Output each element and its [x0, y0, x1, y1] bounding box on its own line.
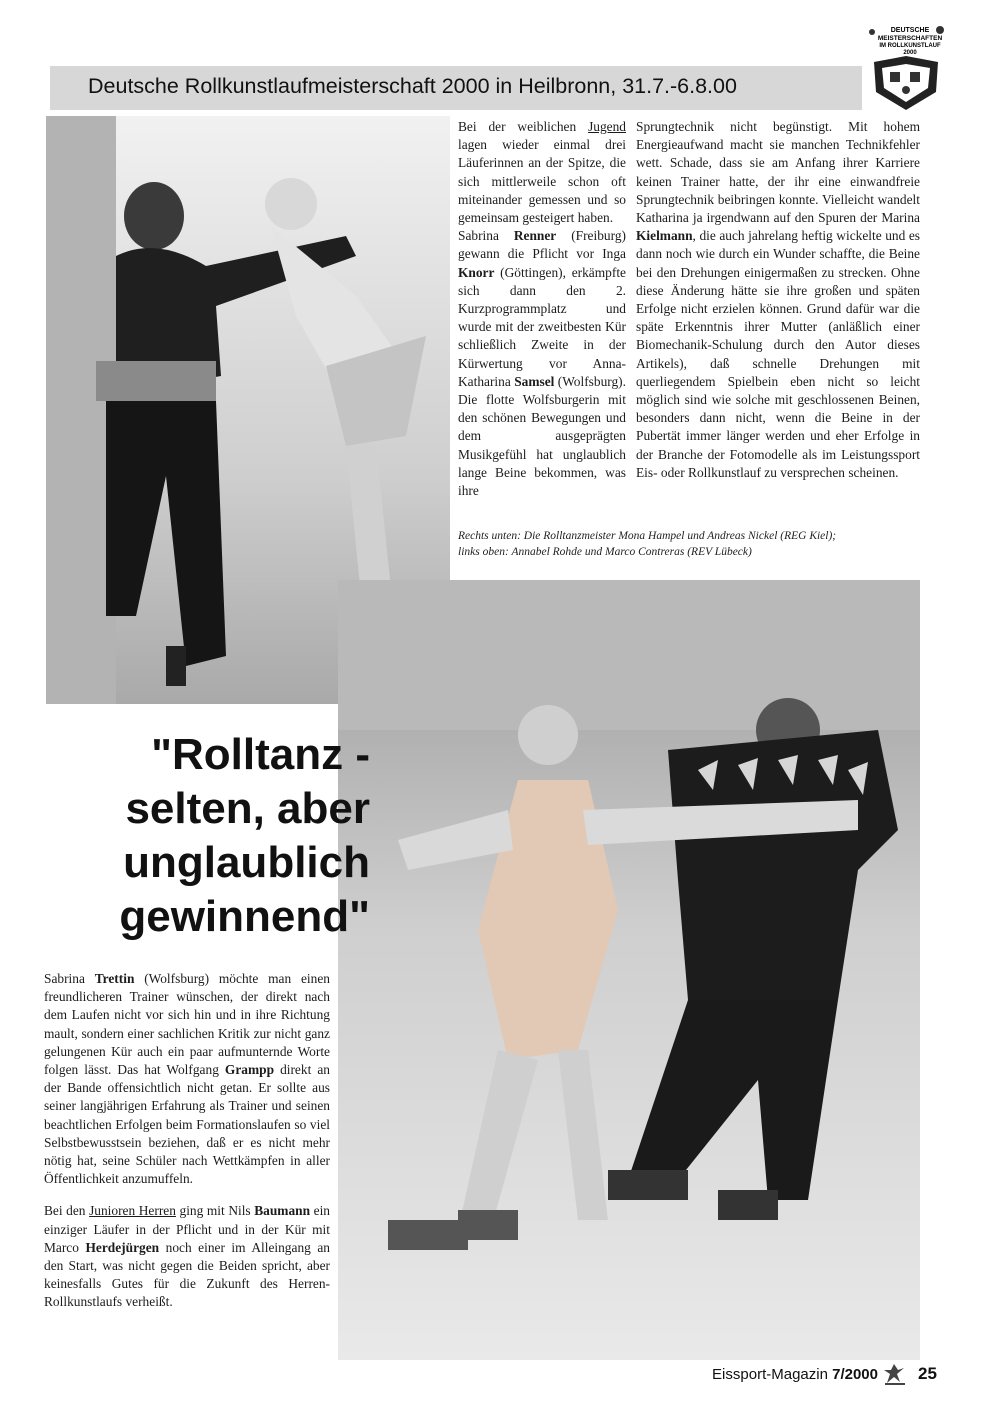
- article-column-left: [44, 970, 330, 1312]
- logo-line-2: MEISTERSCHAFTEN: [877, 35, 943, 42]
- text-segment: ging mit Nils: [179, 1203, 251, 1219]
- name-herdejuergen: Herdejürgen: [85, 1239, 160, 1255]
- article-headline: [70, 728, 370, 944]
- text-segment: Sabrina: [44, 971, 85, 986]
- category-jugend: Jugend: [588, 119, 626, 134]
- logo-line-3: IM ROLLKUNSTLAUF: [879, 43, 941, 49]
- caption-line-1: Rechts unten: Die Rolltanzmeister Mona Hampel und Andreas Nickel (REG Kiel);: [458, 530, 837, 542]
- name-kielmann: Kielmann: [636, 228, 693, 244]
- photo-icon: [338, 580, 920, 1360]
- text-segment: direkt an der Bande offensichtlich nicht getan. Er sollte aus seiner langjährigen Erfahrung als Trainer und seinen beachtlichen Erfolgen beim Formationslaufen so viel Selbstbewusstsein beziehen, daß er es nicht mehr nötig hat, seine Schüler nach Wettkämpfen in aller Öffentlichkeit anzumuffeln.: [44, 1062, 330, 1187]
- category-junioren-herren: Junioren Herren: [89, 1203, 176, 1219]
- name-knorr: Knorr: [458, 264, 495, 280]
- magazine-name: Eissport-Magazin: [712, 1366, 828, 1383]
- page-title: Deutsche Rollkunstlaufmeisterschaft 2000 in Heilbronn, 31.7.-6.8.00: [88, 74, 737, 98]
- caption-line-2: links oben: Annabel Rohde und Marco Contreras (REV Lübeck): [458, 546, 752, 558]
- text-segment: Sprungtechnik nicht begünstigt. Mit hohem Energieaufwand macht sie manchen Technikfehler wett. Schade, dass sie am Anfang ihrer Karriere keinen Trainer hatte, der ihr eine einwandfreie Sprungtechnik beibringen konnte. Vielleicht wandelt Katharina ja irgendwann auf den Spuren der Marina: [636, 119, 920, 226]
- logo-line-4: 2000: [903, 50, 917, 56]
- paragraph-jugend: [458, 118, 626, 227]
- paragraph-sprungtechnik: [636, 118, 920, 482]
- text-segment: (Freiburg) gewann die Pflicht vor Inga: [458, 228, 626, 262]
- article-column-top: [458, 118, 626, 500]
- photo-caption: [458, 528, 918, 560]
- text-segment: lagen wieder einmal drei Läuferinnen an der Spitze, die sich mittlerweile schon oft miteinander gemessen und so gemeinsam gesteigert haben.: [458, 137, 626, 226]
- text-segment: (Göttingen), erkämpfte sich dann den 2. Kurzprogrammplatz und wurde mit der zweitbesten Kür schließlich Zweite in der Kürwertung vor Anna-Katharina: [458, 264, 626, 389]
- headline-line-1: "Rolltanz -: [151, 730, 370, 779]
- text-segment: , die auch jahrelang heftig wickelte und es dann noch wie durch ein Wunder schaffte, die Beine bei den Drehungen einigermaßen zu strecken. Ohne diese Änderung hätte sie ihre großen und späten Erfolge nicht erzielen können. Grund dafür war die späte Erkenntnis ihrer Mutter (anläßlich einer Biomechanik-Schulung durch den Autor dieses Artikels), daß schnelle Drehungen mit querliegendem Spielbein eben nicht so leicht möglich sind wie solche mit geschlossenen Beinen, besonders dann nicht, wenn die Beine in der Pubertät immer länger werden und eher Erfolge in der Branche der Fotomodelle als im Leistungssport Eis- oder Rollkunstlauf zu versprechen scheinen.: [636, 228, 920, 480]
- headline-line-2: selten, aber: [125, 784, 370, 833]
- text-segment: (Wolfsburg) möchte man einen freundlicheren Trainer wünschen, der direkt nach dem Laufen nicht vor sich hin und in ihre Richtung mault, sondern einer sachlichen Kritik zur nicht ganz gelungenen Kür auch ein paar aufmunternde Worte folgen lässt. Das hat Wolfgang: [44, 971, 330, 1078]
- text-segment: ein einziger Läufer in der Pflicht und in der Kür mit Marco: [44, 1203, 330, 1255]
- magazine-issue: 7/2000: [832, 1366, 878, 1383]
- logo-line-1: DEUTSCHE: [890, 27, 930, 34]
- paragraph-renner: [458, 227, 626, 500]
- page-number: 25: [918, 1364, 937, 1383]
- paragraph-trettin: [44, 970, 330, 1188]
- headline-line-3: unglaublich: [123, 838, 370, 887]
- name-grampp: Grampp: [224, 1062, 275, 1078]
- text-segment: Sabrina: [458, 228, 499, 244]
- headline-line-4: gewinnend": [119, 892, 370, 941]
- text-segment: noch einer im Alleingang an den Start, was nicht gegen die Beiden spricht, aber keinesfalls Gutes für die Zukunft des Herren-Rollkunstlaufs verheißt.: [44, 1239, 330, 1310]
- article-column-right: [636, 118, 920, 482]
- name-renner: Renner: [513, 228, 557, 244]
- skater-icon: [882, 1362, 908, 1386]
- photo-dance-couple: [338, 580, 920, 1360]
- paragraph-junioren: [44, 1202, 330, 1311]
- name-samsel: Samsel: [514, 373, 555, 389]
- text-segment: Bei der weiblichen: [458, 119, 577, 134]
- text-segment: Bei den: [44, 1203, 86, 1219]
- name-trettin: Trettin: [94, 971, 135, 986]
- text-segment: (Wolfsburg). Die flotte Wolfsburgerin mit den schönen Bewegungen und dem ausgeprägten Musikgefühl hat unglaublich lange Beine bekommen, was ihre: [458, 373, 626, 499]
- footer-magazine: [712, 1366, 878, 1383]
- championship-logo: [866, 22, 946, 114]
- name-baumann: Baumann: [254, 1203, 311, 1219]
